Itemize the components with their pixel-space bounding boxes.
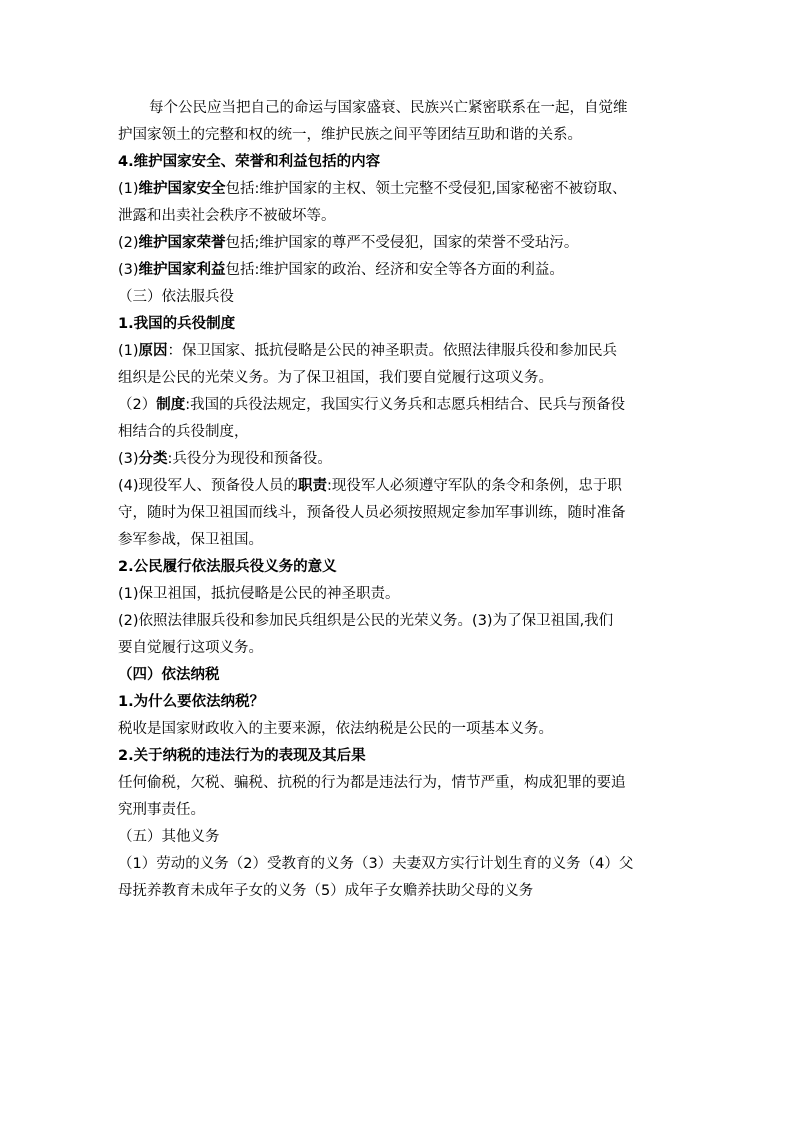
item-keyword: 职责 — [298, 478, 328, 494]
paragraph-line: 要自觉履行这项义务。 — [118, 640, 263, 656]
paragraph-line: 任何偷税，欠税、骗税、抗税的行为都是违法行为，情节严重，构成犯罪的要追 — [118, 775, 626, 791]
item-text: 包括:维护国家的政治、经济和安全等各方面的利益。 — [225, 262, 564, 278]
item-text: :现役军人必须遵守军队的条令和条例，忠于职 — [327, 478, 622, 494]
item-number: (1) — [118, 343, 139, 359]
paragraph-line: 参军参战，保卫祖国。 — [118, 532, 263, 548]
list-item — [118, 257, 684, 284]
paragraph-line: 每个公民应当把自己的命运与国家盛衰、民族兴亡紧密联系在一起，自觉维 — [149, 100, 628, 116]
section-heading: 1.为什么要依法纳税？ — [118, 694, 265, 710]
paragraph-line: 税收是国家财政收入的主要来源，依法纳税是公民的一项基本义务。 — [118, 721, 553, 737]
list-item — [118, 338, 684, 365]
item-text: 包括:维护国家的主权、领土完整不受侵犯,国家秘密不被窃取、 — [225, 181, 627, 197]
paragraph-line: 组织是公民的光荣义务。为了保卫祖国，我们要自觉履行这项义务。 — [118, 370, 553, 386]
document-page — [118, 95, 684, 905]
section-title: （三）依法服兵役 — [118, 289, 234, 305]
section-heading: 2.关于纳税的违法行为的表现及其后果 — [118, 748, 366, 764]
section-heading: 4.维护国家安全、荣誉和利益包括的内容 — [118, 154, 381, 170]
section-heading: 1.我国的兵役制度 — [118, 316, 236, 332]
item-number: （2） — [118, 397, 157, 413]
section-title: （五）其他义务 — [118, 829, 220, 845]
item-keyword: 制度 — [156, 397, 186, 413]
item-keyword: 维护国家利益 — [138, 262, 226, 278]
paragraph-line: 母抚养教育未成年子女的义务（5）成年子女赡养扶助父母的义务 — [118, 883, 534, 899]
paragraph-line: 泄露和出卖社会秩序不被破坏等。 — [118, 208, 336, 224]
paragraph-line: 相结合的兵役制度， — [118, 424, 249, 440]
list-item — [118, 230, 684, 257]
section-heading: 2.公民履行依法服兵役义务的意义 — [118, 559, 337, 575]
list-item — [118, 446, 684, 473]
paragraph-line: 究刑事责任。 — [118, 802, 205, 818]
item-number: (3) — [118, 451, 139, 467]
item-number: (3) — [118, 262, 139, 278]
item-text: 包括;维护国家的尊严不受侵犯，国家的荣誉不受玷污。 — [225, 235, 579, 251]
list-item — [118, 392, 684, 419]
item-keyword: 维护国家安全 — [138, 181, 226, 197]
item-keyword: 维护国家荣誉 — [138, 235, 226, 251]
paragraph-line: 守，随时为保卫祖国而线斗，预备役人员必须按照规定参加军事训练，随时准备 — [118, 505, 626, 521]
list-item — [118, 176, 684, 203]
item-keyword: 原因 — [138, 343, 168, 359]
item-text: ：保卫国家、抵抗侵略是公民的神圣职责。依照法律服兵役和参加民兵 — [167, 343, 618, 359]
item-text: :兵役分为现役和预备役。 — [167, 451, 332, 467]
section-title: （四）依法纳税 — [118, 667, 220, 683]
item-keyword: 分类 — [138, 451, 168, 467]
paragraph-line: (2)依照法律服兵役和参加民兵组织是公民的光荣义务。(3)为了保卫祖国,我们 — [118, 613, 614, 629]
paragraph-line: (1)保卫祖国，抵抗侵略是公民的神圣职责。 — [118, 586, 400, 602]
paragraph-line: （1）劳动的义务（2）受教育的义务（3）夫妻双方实行计划生育的义务（4）父 — [118, 856, 634, 872]
item-text: :我国的兵役法规定，我国实行义务兵和志愿兵相结合、民兵与预备役 — [185, 397, 626, 413]
item-text: (4)现役军人、预备役人员的 — [118, 478, 299, 494]
item-number: (1) — [118, 181, 139, 197]
paragraph-line: 护国家领土的完整和权的统一，维护民族之间平等团结互助和谐的关系。 — [118, 127, 582, 143]
item-number: (2) — [118, 235, 139, 251]
list-item — [118, 473, 684, 500]
